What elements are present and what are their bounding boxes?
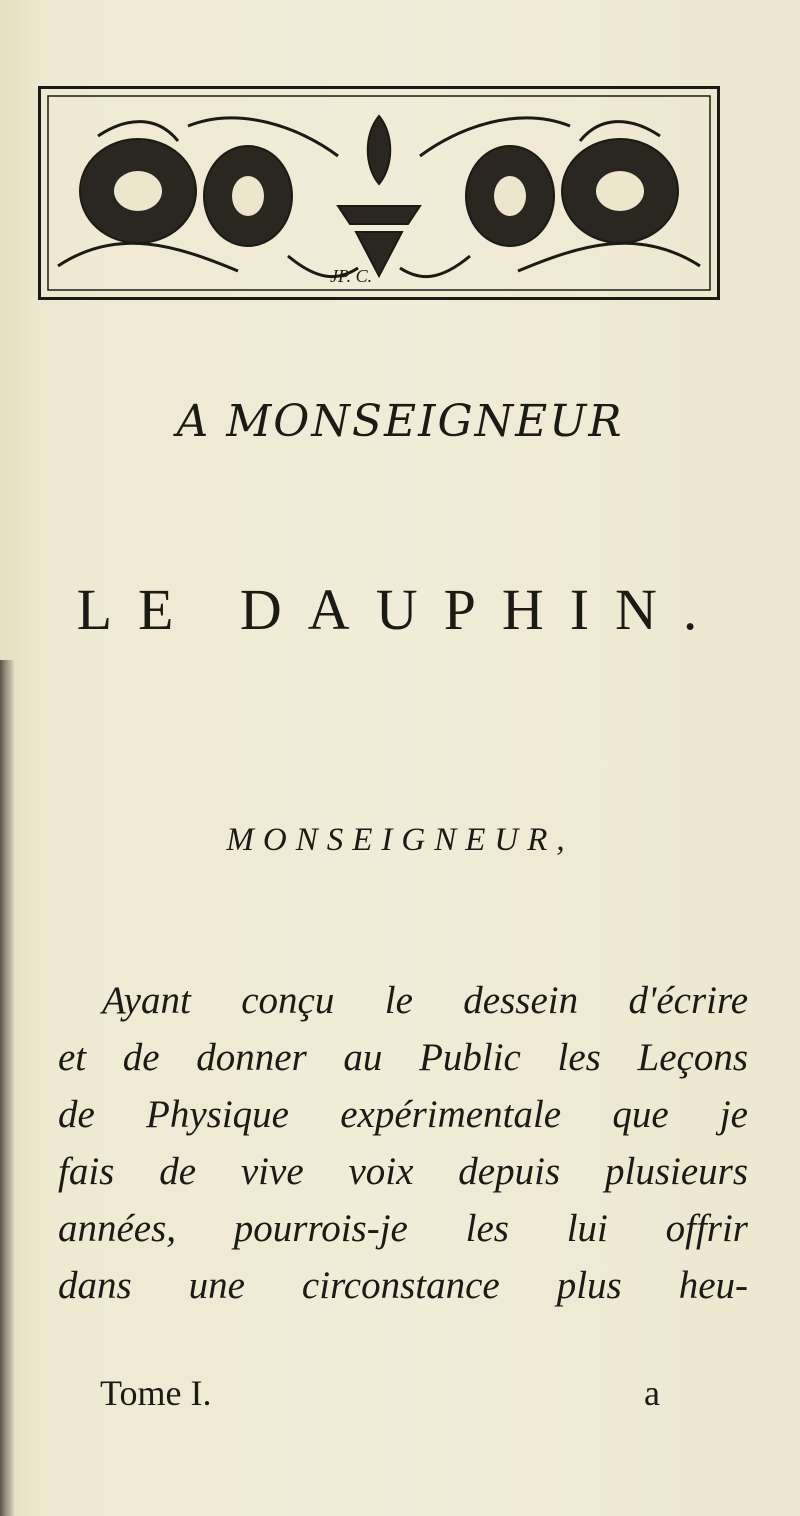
page-footer [100,1372,660,1414]
ornament-engraver-signature: JP. C. [330,266,373,286]
body-line: Ayant conçu le dessein d'écrire [102,979,748,1022]
body-line: de Physique expérimentale que je [58,1093,748,1136]
body-line: et de donner au Public les Leçons [58,1036,748,1079]
page-gutter-edge [0,660,14,1516]
signature-mark: a [644,1373,660,1413]
body-line: années, pourrois-je les lui offrir [58,1207,748,1250]
dedication-body [58,972,748,1314]
body-line: fais de vive voix depuis plusieurs [58,1150,748,1193]
salutation-line: MONSEIGNEUR, [226,822,574,858]
volume-label: Tome I. [100,1373,212,1413]
dedication-heading: A MONSEIGNEUR [176,396,624,447]
addressee-title: LE DAUPHIN. [76,577,724,642]
body-line: dans une circonstance plus heu- [58,1264,748,1307]
floral-headpiece-icon [38,86,720,300]
